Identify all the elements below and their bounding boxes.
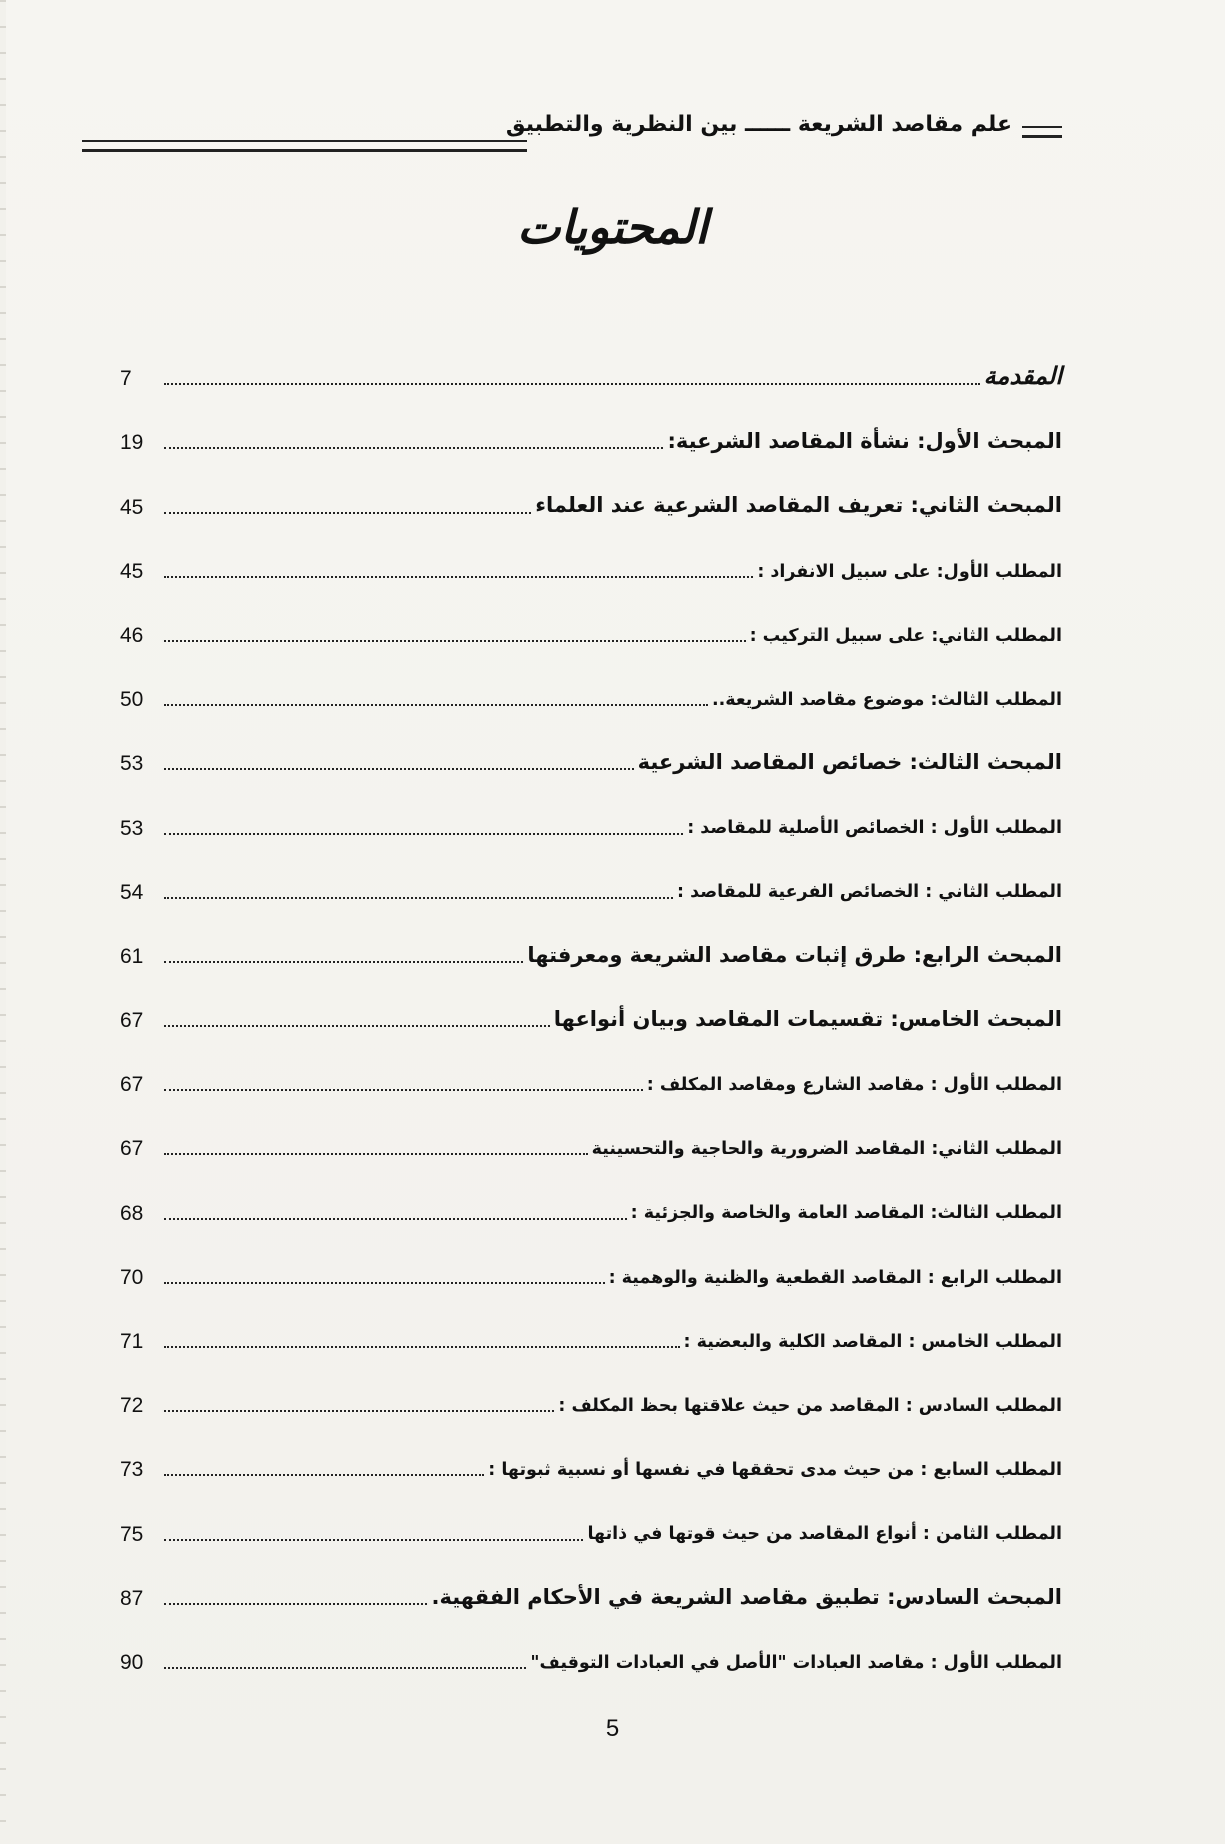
toc-page-number: 46	[120, 623, 144, 647]
dot-leader	[164, 575, 753, 578]
toc-entry-title: المطلب الثاني: على سبيل التركيب :	[749, 625, 1062, 646]
toc-entry	[120, 1424, 1062, 1488]
toc-page-number: 67	[120, 1137, 144, 1161]
toc-entry	[120, 397, 1062, 461]
toc-page-number: 72	[120, 1394, 144, 1418]
header-title: علم مقاصد الشريعة ــــــ بين النظرية والتطبيق	[505, 112, 1012, 137]
toc-entry	[120, 1488, 1062, 1552]
dot-leader	[164, 1409, 554, 1412]
toc-page-number: 45	[120, 495, 144, 519]
toc-entry-title: المطلب الثالث: موضوع مقاصد الشريعة..	[711, 689, 1062, 710]
toc-entry	[120, 1617, 1062, 1681]
toc-entry	[120, 1232, 1062, 1296]
toc-entry-title: المطلب الثالث: المقاصد العامة والخاصة والجزئية :	[630, 1203, 1062, 1224]
dot-leader	[164, 1152, 588, 1155]
toc-entry	[120, 718, 1062, 782]
toc-entry-title: المطلب الثاني: المقاصد الضرورية والحاجية والتحسينية	[591, 1139, 1062, 1160]
toc-page-number: 71	[120, 1330, 144, 1353]
toc-entry	[120, 461, 1062, 525]
dot-leader	[164, 767, 634, 770]
toc-page-number: 87	[120, 1586, 144, 1610]
toc-entry	[120, 782, 1062, 846]
page-number: 5	[605, 1715, 620, 1742]
dot-leader	[164, 1217, 627, 1220]
dot-leader	[164, 703, 708, 706]
table-of-contents	[120, 333, 1062, 1681]
toc-entry-title: المطلب الثامن : أنواع المقاصد من حيث قوتها في ذاتها	[587, 1524, 1062, 1545]
toc-page-number: 53	[120, 752, 144, 776]
dot-leader	[164, 1345, 680, 1348]
running-header	[82, 108, 1062, 158]
dot-leader	[164, 382, 980, 385]
toc-entry-title: المطلب الأول : مقاصد العبادات "الأصل في العبادات التوقيف"	[530, 1652, 1062, 1673]
dot-leader	[164, 960, 523, 963]
toc-page-number: 54	[120, 880, 144, 904]
dot-leader	[164, 1538, 583, 1541]
toc-page-number: 19	[120, 431, 144, 455]
toc-page-number: 67	[120, 1009, 144, 1033]
toc-page-number: 90	[120, 1650, 144, 1674]
toc-entry	[120, 333, 1062, 397]
toc-entry	[120, 1103, 1062, 1167]
toc-entry	[120, 590, 1062, 654]
toc-entry	[120, 526, 1062, 590]
page-edge-shadow	[0, 0, 6, 1844]
toc-entry	[120, 1360, 1062, 1424]
toc-entry-title: المبحث الخامس: تقسيمات المقاصد وبيان أنواعها	[553, 1006, 1062, 1031]
toc-entry	[120, 1296, 1062, 1360]
header-rule-right	[1022, 126, 1062, 138]
toc-entry	[120, 654, 1062, 718]
toc-page-number: 67	[120, 1073, 144, 1097]
contents-title: المحتويات	[517, 200, 708, 254]
toc-page-number: 61	[120, 944, 144, 968]
toc-page-number: 7	[120, 367, 132, 391]
toc-entry-title: المطلب الثاني : الخصائص الفرعية للمقاصد :	[677, 882, 1062, 903]
toc-entry-title: المطلب الرابع : المقاصد القطعية والظنية والوهمية :	[608, 1267, 1062, 1288]
toc-page-number: 70	[120, 1265, 144, 1289]
toc-page-number: 45	[120, 559, 144, 583]
toc-page-number: 53	[120, 816, 144, 840]
toc-entry	[120, 975, 1062, 1039]
toc-entry	[120, 1553, 1062, 1617]
toc-entry-title: المبحث الثاني: تعريف المقاصد الشرعية عند العلماء	[535, 493, 1062, 518]
toc-entry-title: المبحث الأول: نشأة المقاصد الشرعية:	[667, 429, 1062, 454]
toc-entry-title: المطلب السابع : من حيث مدى تحققها في نفسها أو نسبية ثبوتها :	[488, 1460, 1062, 1481]
dot-leader	[164, 1666, 526, 1669]
dot-leader	[164, 832, 683, 835]
toc-entry	[120, 911, 1062, 975]
header-rule-left	[82, 140, 527, 152]
dot-leader	[164, 446, 663, 449]
toc-entry-title: المبحث الرابع: طرق إثبات مقاصد الشريعة ومعرفتها	[527, 942, 1062, 967]
toc-page-number: 50	[120, 688, 144, 712]
toc-entry	[120, 847, 1062, 911]
dot-leader	[164, 1088, 643, 1091]
toc-entry-title: المطلب السادس : المقاصد من حيث علاقتها بحظ المكلف :	[558, 1395, 1062, 1416]
dot-leader	[164, 896, 673, 899]
dot-leader	[164, 1473, 484, 1476]
dot-leader	[164, 511, 531, 514]
toc-entry-title: المطلب الأول : مقاصد الشارع ومقاصد المكلف :	[646, 1075, 1062, 1095]
toc-entry-title: المبحث السادس: تطبيق مقاصد الشريعة في الأحكام الفقهية.	[431, 1584, 1062, 1609]
toc-entry-title: المقدمة	[983, 360, 1062, 390]
dot-leader	[164, 639, 746, 642]
dot-leader	[164, 1281, 605, 1284]
dot-leader	[164, 1024, 550, 1027]
toc-entry	[120, 1039, 1062, 1103]
toc-entry-title: المطلب الأول: على سبيل الانفراد :	[757, 561, 1062, 582]
dot-leader	[164, 1602, 427, 1605]
toc-entry-title: المطلب الأول : الخصائص الأصلية للمقاصد :	[687, 818, 1062, 839]
toc-entry	[120, 1167, 1062, 1231]
toc-entry-title: المطلب الخامس : المقاصد الكلية والبعضية :	[683, 1331, 1062, 1352]
toc-page-number: 68	[120, 1201, 144, 1225]
toc-page-number: 75	[120, 1522, 144, 1546]
toc-page-number: 73	[120, 1458, 144, 1482]
toc-entry-title: المبحث الثالث: خصائص المقاصد الشرعية	[637, 750, 1062, 775]
